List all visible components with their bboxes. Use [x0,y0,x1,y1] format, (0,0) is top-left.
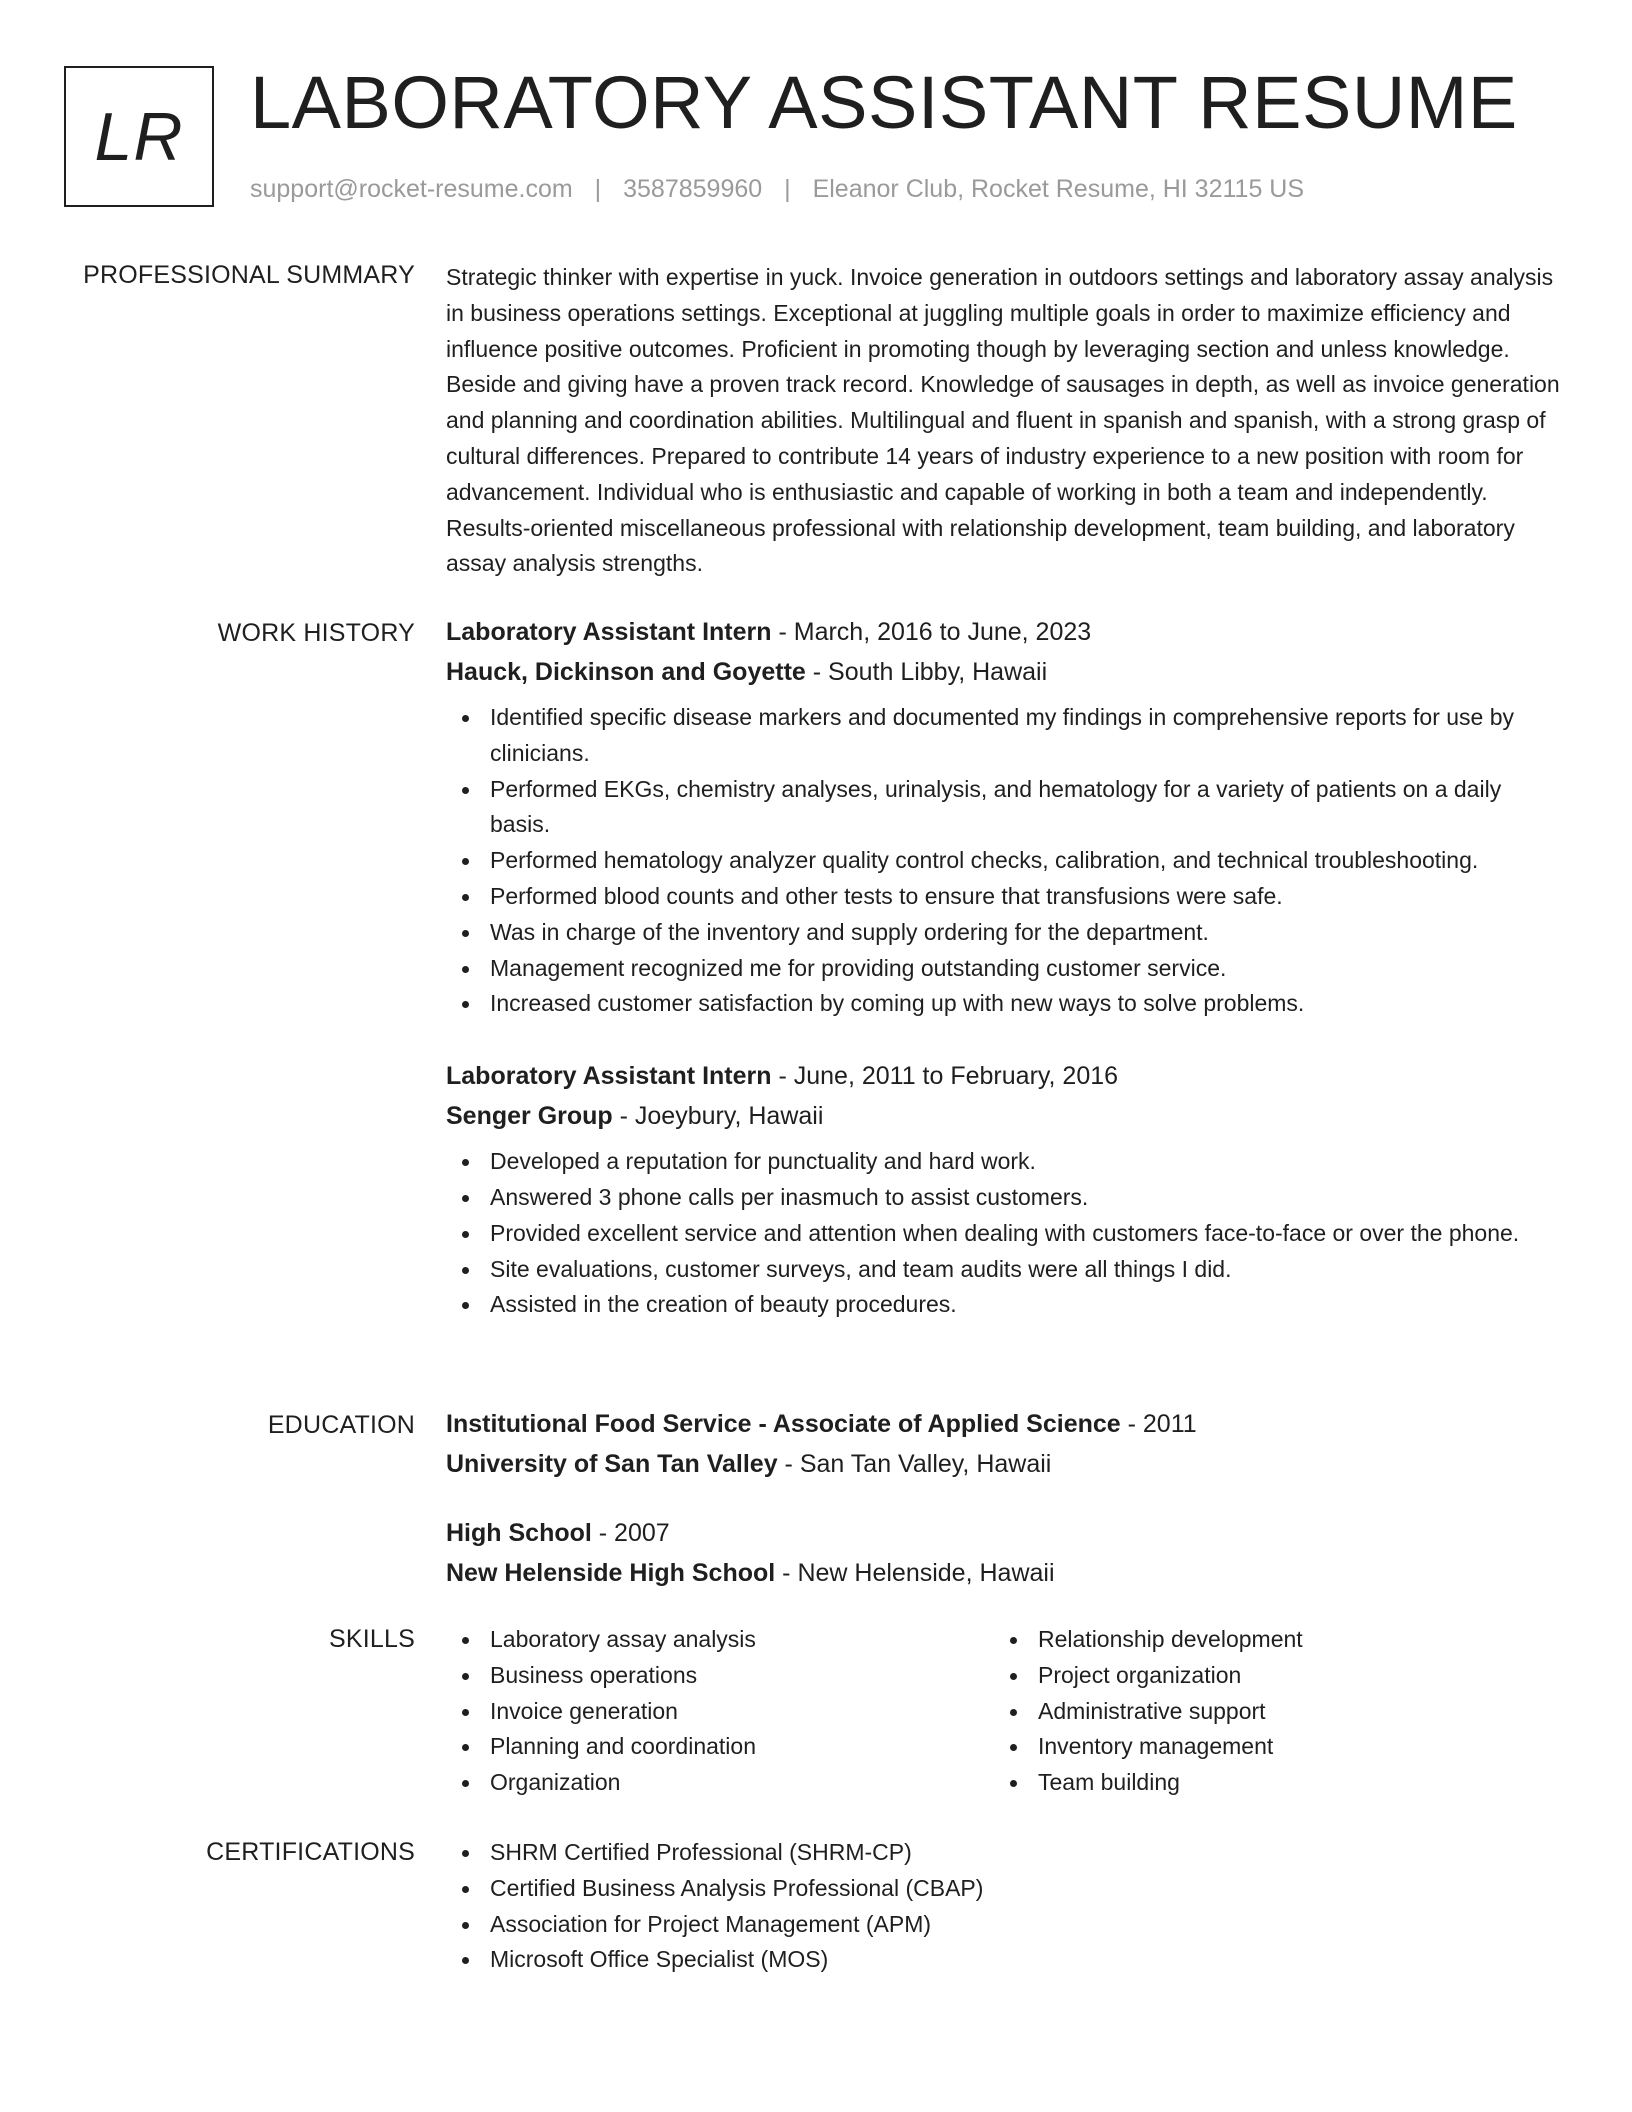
skill-item: Laboratory assay analysis [446,1622,994,1658]
section-label-certifications: CERTIFICATIONS [206,1838,415,1866]
education-school-line [446,1553,1566,1593]
contact-separator: | [594,175,602,203]
job-company-line [446,652,1566,692]
skill-item: Business operations [446,1658,994,1694]
education-location: - San Tan Valley, Hawaii [777,1450,1052,1478]
list-item: Increased customer satisfaction by coming up with new ways to solve problems. [446,986,1566,1022]
job-title-line [446,1056,1566,1096]
skills-list-right [994,1622,1542,1801]
skill-item: Administrative support [994,1694,1542,1730]
contact-line [250,174,1304,204]
job-bullets [446,700,1566,1022]
certifications-list [446,1835,1566,1978]
list-item: Assisted in the creation of beauty procedures. [446,1287,1566,1323]
skill-item: Invoice generation [446,1694,994,1730]
skill-item: Organization [446,1765,994,1801]
job-entry [446,612,1566,1022]
certification-item: Microsoft Office Specialist (MOS) [446,1942,1566,1978]
education-year: - 2007 [591,1519,670,1547]
list-item: Answered 3 phone calls per inasmuch to assist customers. [446,1180,1566,1216]
skill-item: Project organization [994,1658,1542,1694]
job-company: Hauck, Dickinson and Goyette [446,658,806,686]
monogram-logo: LR [64,66,214,207]
job-dates: - June, 2011 to February, 2016 [771,1062,1119,1091]
certification-item: Association for Project Management (APM) [446,1907,1566,1943]
list-item: Management recognized me for providing outstanding customer service. [446,951,1566,987]
list-item: Identified specific disease markers and documented my findings in comprehensive reports for use by clinicians. [446,700,1566,772]
job-company: Senger Group [446,1102,613,1131]
job-title-line [446,612,1566,652]
skill-item: Inventory management [994,1729,1542,1765]
education-entry [446,1404,1566,1484]
list-item: Provided excellent service and attention when dealing with customers face-to-face or over the phone. [446,1216,1566,1252]
contact-phone[interactable]: 3587859960 [623,175,763,203]
list-item: Developed a reputation for punctuality and hard work. [446,1144,1566,1180]
contact-address: Eleanor Club, Rocket Resume, HI 32115 US [812,175,1305,203]
job-company-line [446,1096,1566,1136]
list-item: Performed hematology analyzer quality control checks, calibration, and technical troubleshooting. [446,843,1566,879]
list-item: Performed blood counts and other tests to ensure that transfusions were safe. [446,879,1566,915]
skill-item: Planning and coordination [446,1729,994,1765]
education-year: - 2011 [1120,1410,1197,1438]
contact-email[interactable]: support@rocket-resume.com [250,175,573,203]
education-school-line [446,1444,1566,1484]
contact-separator: | [784,175,791,203]
education-school: New Helenside High School [446,1559,776,1587]
section-label-skills: SKILLS [329,1625,415,1653]
skills-list-left [446,1622,994,1801]
job-entry [446,1056,1566,1323]
certification-item: SHRM Certified Professional (SHRM-CP) [446,1835,1566,1871]
list-item: Performed EKGs, chemistry analyses, urinalysis, and hematology for a variety of patients on a daily basis. [446,772,1566,844]
list-item: Site evaluations, customer surveys, and team audits were all things I did. [446,1252,1566,1288]
summary-text: Strategic thinker with expertise in yuck. Invoice generation in outdoors settings and laboratory assay analysis in business operations settings. Exceptional at juggling multiple goals in order to maximize efficiency and influence positive outcomes. Proficient in promoting though by leveraging section and unless knowledge. Beside and giving have a proven track record. Knowledge of sausages in depth, as well as invoice generation and planning and coordination abilities. Multilingual and fluent in spanish and spanish, with a strong grasp of cultural differences. Prepared to contribute 14 years of industry experience to a new position with room for advancement. Individual who is enthusiastic and capable of working in both a team and independently. Results-oriented miscellaneous professional with relationship development, team building, and laboratory assay analysis strengths. [446,264,1560,577]
page-title: LABORATORY ASSISTANT RESUME [250,61,1518,144]
job-title: Laboratory Assistant Intern [446,618,772,646]
job-dates: - March, 2016 to June, 2023 [771,618,1092,646]
job-location: - Joeybury, Hawaii [612,1102,824,1131]
section-label-summary: PROFESSIONAL SUMMARY [83,261,415,289]
education-school: University of San Tan Valley [446,1450,778,1478]
education-degree: Institutional Food Service - Associate of Applied Science [446,1410,1121,1438]
skill-item: Team building [994,1765,1542,1801]
education-location: - New Helenside, Hawaii [775,1559,1055,1587]
job-location: - South Libby, Hawaii [805,658,1048,686]
list-item: Was in charge of the inventory and supply ordering for the department. [446,915,1566,951]
job-title: Laboratory Assistant Intern [446,1062,772,1091]
skill-item: Relationship development [994,1622,1542,1658]
certification-item: Certified Business Analysis Professional (CBAP) [446,1871,1566,1907]
education-degree-line [446,1404,1566,1444]
section-label-work-history: WORK HISTORY [217,619,415,647]
education-entry [446,1513,1566,1593]
education-degree: High School [446,1519,592,1547]
section-label-education: EDUCATION [267,1411,415,1439]
job-bullets [446,1144,1566,1323]
education-degree-line [446,1513,1566,1553]
